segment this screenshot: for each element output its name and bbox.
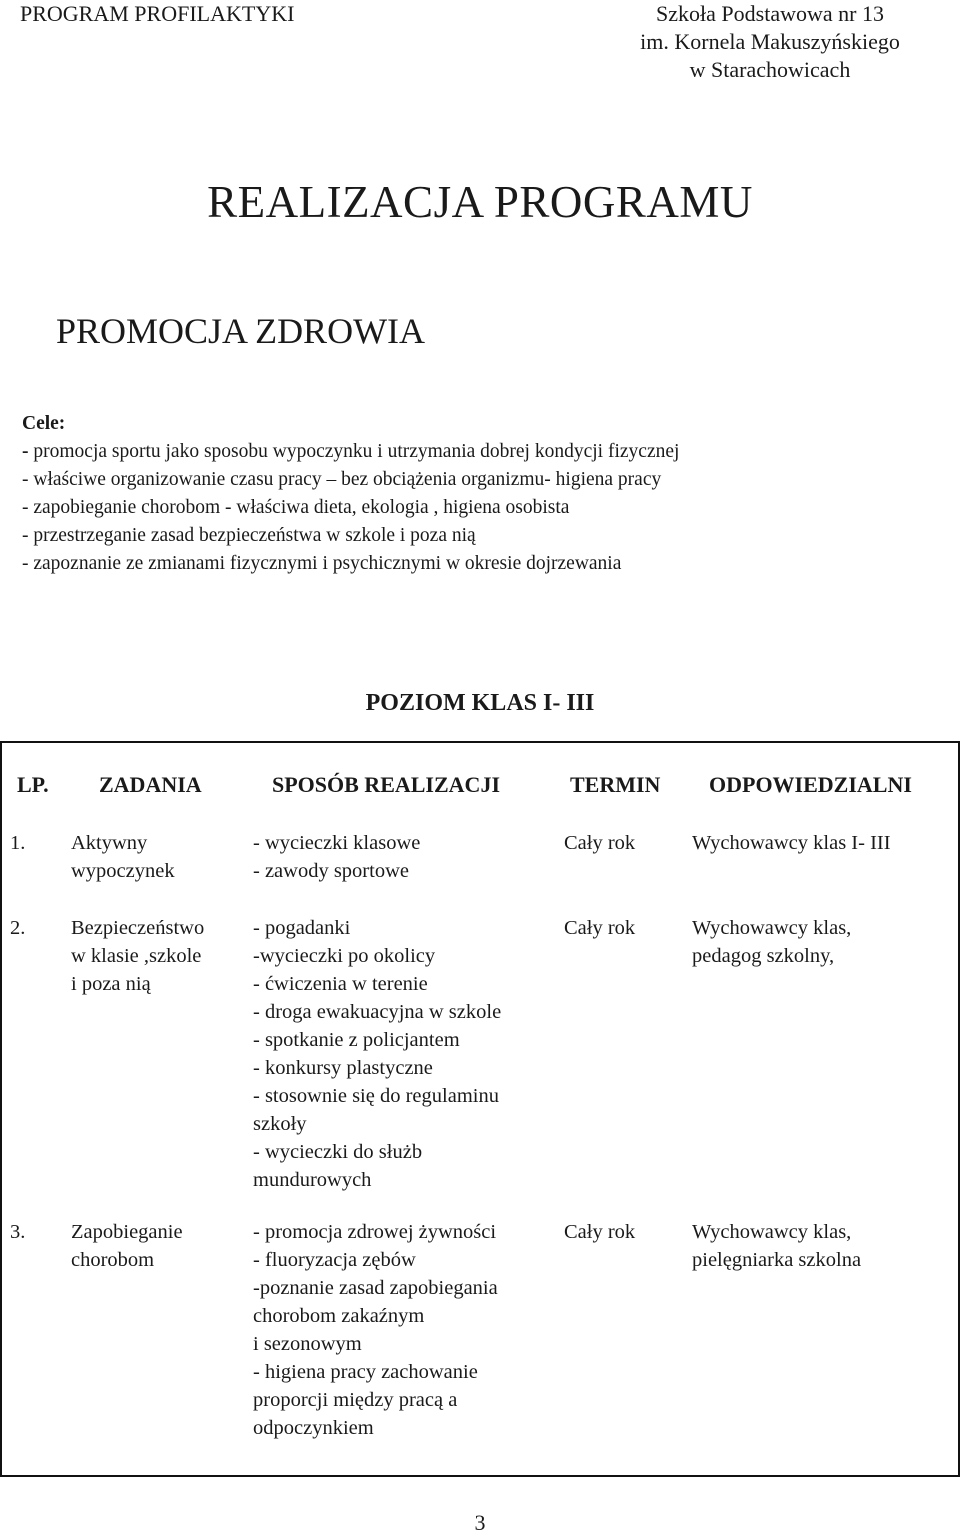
goal-item: - zapoznanie ze zmianami fizycznymi i psychicznymi w okresie dojrzewania <box>22 553 622 574</box>
table-border <box>0 741 960 743</box>
school-line: im. Kornela Makuszyńskiego <box>640 29 900 54</box>
section-title: PROMOCJA ZDROWIA <box>56 311 426 351</box>
page-title: REALIZACJA PROGRAMU <box>207 177 753 227</box>
column-header-tasks: ZADANIA <box>99 772 202 797</box>
row-method: - promocja zdrowej żywności - fluoryzacja zębów -poznanie zasad zapobiegania chorobom zakaźnym i sezonowym - higiena pracy zachowanie proporcji między pracą a odpoczynkiem <box>253 1221 498 1439</box>
goal-item: - promocja sportu jako sposobu wypoczynku i utrzymania dobrej kondycji fizycznej <box>22 441 680 462</box>
row-term: Cały rok <box>564 1221 636 1243</box>
row-responsible: Wychowawcy klas, pielęgniarka szkolna <box>692 1221 862 1271</box>
school-line: w Starachowicach <box>689 57 851 82</box>
row-term: Cały rok <box>564 832 636 854</box>
level-heading: POZIOM KLAS I- III <box>365 690 595 716</box>
row-task: Zapobieganie chorobom <box>71 1221 183 1271</box>
header-school-name <box>580 0 960 84</box>
row-term: Cały rok <box>564 917 636 939</box>
row-method: - pogadanki -wycieczki po okolicy - ćwiczenia w terenie - droga ewakuacyjna w szkole - spotkanie z policjantem - konkursy plastyczne - stosownie się do regulaminu szkoły - wycieczki do służb mundurowych <box>253 917 502 1191</box>
school-line: Szkoła Podstawowa nr 13 <box>656 1 884 26</box>
row-number: 1. <box>10 832 26 854</box>
goal-item: - zapobieganie chorobom - właściwa dieta, ekologia , higiena osobista <box>22 497 570 518</box>
header-program-title: PROGRAM PROFILAKTYKI <box>20 1 295 26</box>
row-number: 3. <box>10 1221 26 1243</box>
row-method: - wycieczki klasowe - zawody sportowe <box>253 832 421 882</box>
row-responsible: Wychowawcy klas, pedagog szkolny, <box>692 917 852 967</box>
column-header-responsible: ODPOWIEDZIALNI <box>709 772 912 797</box>
column-header-lp: LP. <box>17 772 49 797</box>
goals-label: Cele: <box>22 413 66 434</box>
table-border <box>0 1475 960 1477</box>
row-task: Bezpieczeństwo w klasie ,szkole i poza nią <box>71 917 205 995</box>
table-border <box>0 741 2 1476</box>
row-responsible: Wychowawcy klas I- III <box>692 832 891 854</box>
goal-item: - przestrzeganie zasad bezpieczeństwa w szkole i poza nią <box>22 525 476 546</box>
goals-section <box>22 410 952 578</box>
column-header-method: SPOSÓB REALIZACJI <box>272 772 501 797</box>
page-number: 3 <box>474 1510 486 1535</box>
row-task: Aktywny wypoczynek <box>71 832 175 882</box>
row-number: 2. <box>10 917 26 939</box>
column-header-term: TERMIN <box>570 772 661 797</box>
goal-item: - właściwe organizowanie czasu pracy – bez obciążenia organizmu- higiena pracy <box>22 469 662 490</box>
